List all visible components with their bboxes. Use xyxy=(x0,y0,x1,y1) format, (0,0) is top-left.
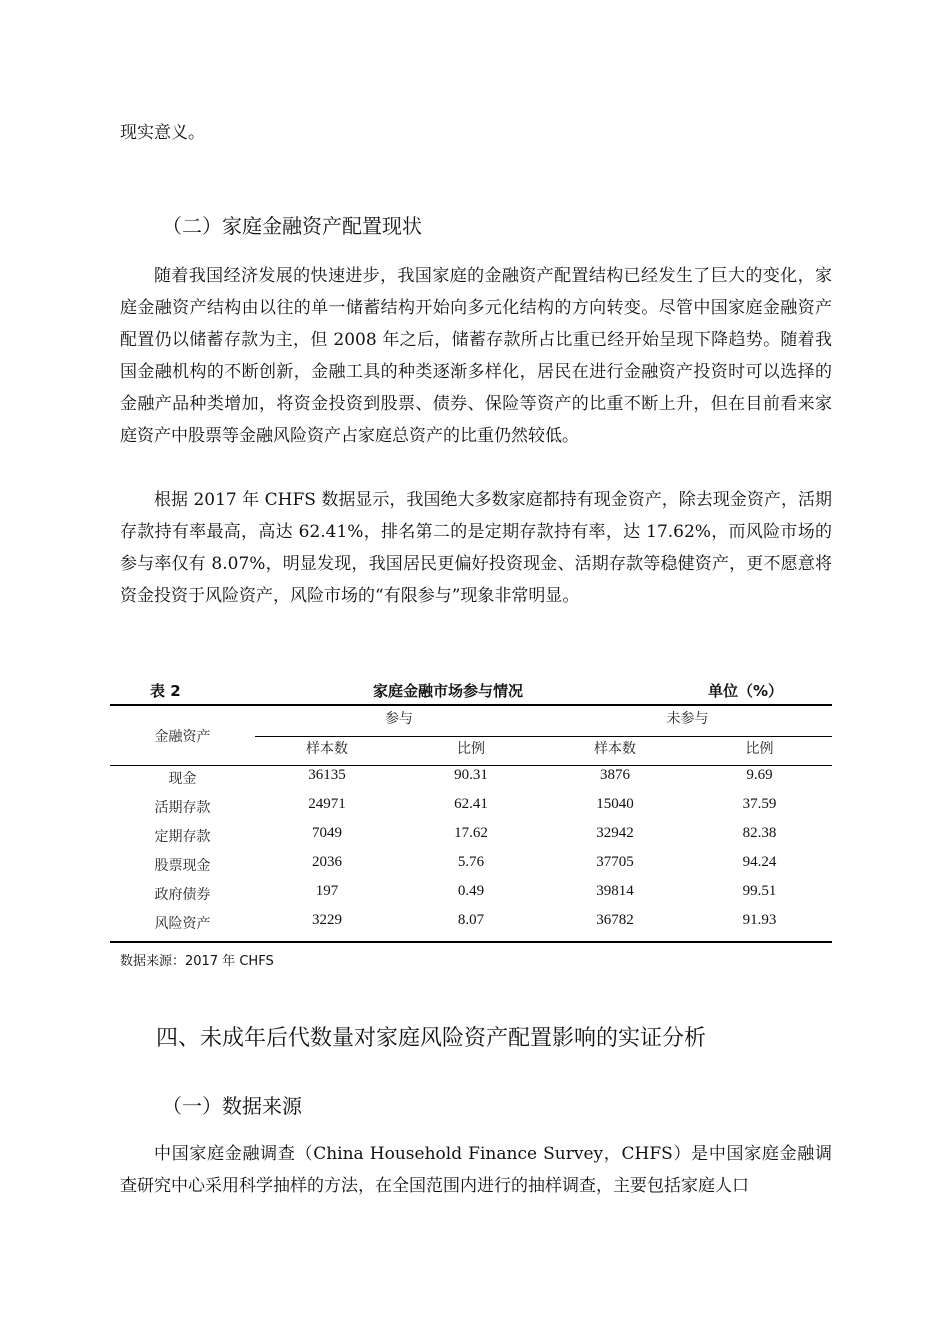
intro-tail-text: 现实意义。 xyxy=(120,123,205,143)
cell-count-participate: 24971 xyxy=(308,796,346,812)
section-2-heading: （二）家庭金融资产配置现状 xyxy=(162,214,422,238)
section-4-paragraph-1: 中国家庭金融调查（China Household Finance Survey，CHFS）是中国家庭金融调查研究中心采用科学抽样的方法，在全国范围内进行的抽样调查，主要包括家庭人口 xyxy=(120,1144,832,1196)
table-unit: 单位（%） xyxy=(708,682,784,700)
sub-header-ratio-1: 比例 xyxy=(457,741,485,757)
cell-ratio-not-participate: 82.38 xyxy=(742,825,777,841)
cell-asset: 活期存款 xyxy=(154,800,211,816)
row-header-asset: 金融资产 xyxy=(154,729,211,745)
cell-count-not-participate: 3876 xyxy=(600,767,630,783)
sub-header-count-2: 样本数 xyxy=(594,741,636,757)
cell-ratio-not-participate: 94.24 xyxy=(742,854,777,870)
sub-header-ratio-2: 比例 xyxy=(745,741,774,757)
cell-ratio-participate: 62.41 xyxy=(454,796,488,812)
cell-ratio-participate: 17.62 xyxy=(454,825,488,841)
cell-count-not-participate: 37705 xyxy=(596,854,634,870)
cell-count-participate: 197 xyxy=(315,883,339,899)
table-label: 表 2 xyxy=(150,682,181,700)
table-header-rule xyxy=(110,765,832,766)
cell-asset: 政府债券 xyxy=(154,887,211,903)
table-group-rule xyxy=(255,736,832,737)
group-header-not-participate: 未参与 xyxy=(666,711,709,727)
cell-count-participate: 7049 xyxy=(312,825,342,841)
cell-asset: 定期存款 xyxy=(154,829,211,845)
table-title: 家庭金融市场参与情况 xyxy=(373,682,524,700)
cell-ratio-not-participate: 91.93 xyxy=(742,912,777,928)
cell-count-not-participate: 36782 xyxy=(596,912,634,928)
table-bottom-rule xyxy=(110,941,832,943)
cell-count-participate: 36135 xyxy=(308,767,346,783)
section-2-paragraph-1: 随着我国经济发展的快速进步，我国家庭的金融资产配置结构已经发生了巨大的变化，家庭金融资产结构由以往的单一储蓄结构开始向多元化结构的方向转变。尽管中国家庭金融资产配置仍以储蓄存款为主，但 2008 年之后，储蓄存款所占比重已经开始呈现下降趋势。随着我国金融机构的不断创新，金融工具的种类逐渐多样化，居民在进行金融资产投资时可以选择的金融产品种类增加，将资金投资到股票、债券、保险等资产的比重不断上升，但在目前看来家庭资产中股票等金融风险资产占家庭总资产的比重仍然较低。 xyxy=(120,266,832,446)
cell-asset: 现金 xyxy=(168,771,197,787)
section-2-paragraph-2: 根据 2017 年 CHFS 数据显示，我国绝大多数家庭都持有现金资产，除去现金资产，活期存款持有率最高，高达 62.41%，排名第二的是定期存款持有率，达 17.62%，而风险市场的参与率仅有 8.07%，明显发现，我国居民更偏好投资现金、活期存款等稳健资产，更不愿意将资金投资于风险资产，风险市场的“有限参与”现象非常明显。 xyxy=(120,490,832,606)
cell-ratio-participate: 5.76 xyxy=(457,854,485,870)
sub-header-count-1: 样本数 xyxy=(306,741,348,757)
cell-ratio-participate: 90.31 xyxy=(454,767,488,783)
cell-ratio-not-participate: 37.59 xyxy=(742,796,777,812)
group-header-participate: 参与 xyxy=(385,711,413,727)
cell-count-not-participate: 15040 xyxy=(596,796,634,812)
cell-count-participate: 3229 xyxy=(312,912,342,928)
table-source-note: 数据来源：2017 年 CHFS xyxy=(120,954,274,969)
section-4-heading: 四、未成年后代数量对家庭风险资产配置影响的实证分析 xyxy=(156,1026,707,1051)
cell-ratio-not-participate: 99.51 xyxy=(742,883,777,899)
cell-ratio-not-participate: 9.69 xyxy=(746,767,773,783)
cell-count-participate: 2036 xyxy=(312,854,342,870)
cell-asset: 风险资产 xyxy=(154,916,211,932)
cell-count-not-participate: 32942 xyxy=(596,825,634,841)
cell-asset: 股票现金 xyxy=(154,858,211,874)
section-4-1-heading: （一）数据来源 xyxy=(162,1094,302,1118)
table-top-rule xyxy=(110,704,832,706)
cell-ratio-participate: 8.07 xyxy=(457,912,485,928)
cell-count-not-participate: 39814 xyxy=(596,883,634,899)
cell-ratio-participate: 0.49 xyxy=(457,883,485,899)
